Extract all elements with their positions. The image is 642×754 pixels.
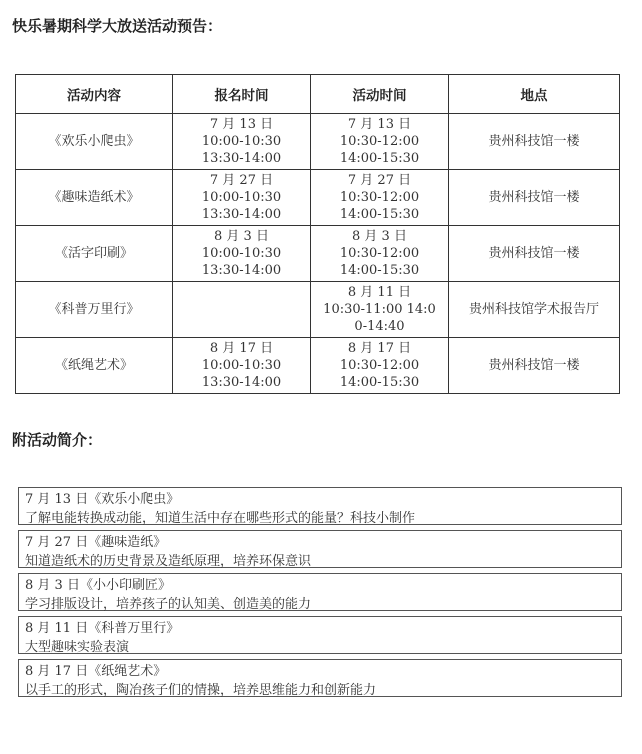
intro-item bbox=[18, 487, 622, 525]
signup-date: 8 月 3 日 bbox=[214, 229, 269, 244]
intro-item-title: 8 月 17 日《纸绳艺术》 bbox=[25, 664, 167, 679]
table-row bbox=[16, 114, 620, 170]
signup-time-cell bbox=[173, 338, 311, 394]
signup-time-cell bbox=[173, 170, 311, 226]
signup-slot-1: 10:00-10:30 bbox=[201, 246, 282, 261]
header-activity-content: 活动内容 bbox=[16, 75, 173, 114]
activity-date: 7 月 13 日 bbox=[347, 117, 412, 132]
activity-slot-1: 10:30-12:00 bbox=[339, 190, 420, 205]
activity-slot-2: 14:00-15:30 bbox=[339, 263, 420, 278]
activity-slot-1: 10:30-12:00 bbox=[339, 134, 420, 149]
activity-name: 《趣味造纸术》 bbox=[16, 170, 173, 226]
activity-slot-2: 14:00-15:30 bbox=[339, 207, 420, 222]
page-title: 快乐暑期科学大放送活动预告： bbox=[12, 17, 223, 35]
intro-item bbox=[18, 530, 622, 568]
intro-item-title: 7 月 13 日《欢乐小爬虫》 bbox=[25, 492, 180, 507]
activity-slot-2: 0-14:40 bbox=[354, 319, 405, 334]
location-cell: 贵州科技馆一楼 bbox=[449, 114, 620, 170]
location-cell: 贵州科技馆一楼 bbox=[449, 226, 620, 282]
table-row bbox=[16, 170, 620, 226]
intro-item-title: 8 月 3 日《小小印刷匠》 bbox=[25, 578, 171, 593]
activity-slot-1: 10:30-12:00 bbox=[339, 358, 420, 373]
signup-slot-2: 13:30-14:00 bbox=[201, 207, 282, 222]
activity-date: 8 月 17 日 bbox=[347, 341, 412, 356]
intro-item-desc: 大型趣味实验表演 bbox=[25, 640, 130, 655]
signup-time-cell bbox=[173, 226, 311, 282]
location-cell: 贵州科技馆一楼 bbox=[449, 338, 620, 394]
activity-slot-1: 10:30-11:00 14:0 bbox=[323, 302, 436, 317]
intro-item bbox=[18, 616, 622, 654]
activity-time-cell bbox=[311, 226, 449, 282]
activity-name: 《欢乐小爬虫》 bbox=[16, 114, 173, 170]
signup-time-cell bbox=[173, 282, 311, 338]
intro-list bbox=[18, 487, 622, 702]
activity-time-cell bbox=[311, 114, 449, 170]
activity-date: 8 月 3 日 bbox=[352, 229, 407, 244]
activity-time-cell bbox=[311, 170, 449, 226]
signup-date: 7 月 27 日 bbox=[209, 173, 274, 188]
signup-date: 8 月 17 日 bbox=[209, 341, 274, 356]
intro-item-desc: 以手工的形式，陶冶孩子们的情操，培养思维能力和创新能力 bbox=[25, 683, 377, 698]
header-activity-time: 活动时间 bbox=[311, 75, 449, 114]
schedule-table bbox=[15, 74, 620, 394]
intro-item-title: 8 月 11 日《科普万里行》 bbox=[25, 621, 180, 636]
table-row bbox=[16, 338, 620, 394]
location-cell: 贵州科技馆学术报告厅 bbox=[449, 282, 620, 338]
activity-name: 《活字印刷》 bbox=[16, 226, 173, 282]
intro-item-desc: 了解电能转换成动能，知道生活中存在哪些形式的能量？科技小制作 bbox=[25, 511, 416, 526]
signup-slot-1: 10:00-10:30 bbox=[201, 358, 282, 373]
signup-time-cell bbox=[173, 114, 311, 170]
activity-date: 7 月 27 日 bbox=[347, 173, 412, 188]
activity-name: 《纸绳艺术》 bbox=[16, 338, 173, 394]
signup-slot-1: 10:00-10:30 bbox=[201, 134, 282, 149]
intro-item-desc: 知道造纸术的历史背景及造纸原理，培养环保意识 bbox=[25, 554, 312, 569]
activity-slot-2: 14:00-15:30 bbox=[339, 375, 420, 390]
signup-date: 7 月 13 日 bbox=[209, 117, 274, 132]
signup-slot-2: 13:30-14:00 bbox=[201, 151, 282, 166]
table-header-row bbox=[16, 75, 620, 114]
intro-section-title: 附活动简介： bbox=[12, 431, 103, 449]
header-location: 地点 bbox=[449, 75, 620, 114]
activity-time-cell bbox=[311, 282, 449, 338]
table-row bbox=[16, 226, 620, 282]
activity-date: 8 月 11 日 bbox=[347, 285, 412, 300]
activity-time-cell bbox=[311, 338, 449, 394]
location-cell: 贵州科技馆一楼 bbox=[449, 170, 620, 226]
activity-slot-2: 14:00-15:30 bbox=[339, 151, 420, 166]
intro-item bbox=[18, 573, 622, 611]
signup-slot-2: 13:30-14:00 bbox=[201, 263, 282, 278]
header-signup-time: 报名时间 bbox=[173, 75, 311, 114]
signup-slot-2: 13:30-14:00 bbox=[201, 375, 282, 390]
signup-slot-1: 10:00-10:30 bbox=[201, 190, 282, 205]
table-row bbox=[16, 282, 620, 338]
intro-item-title: 7 月 27 日《趣味造纸》 bbox=[25, 535, 167, 550]
intro-item bbox=[18, 659, 622, 697]
intro-item-desc: 学习排版设计，培养孩子的认知美、创造美的能力 bbox=[25, 597, 312, 612]
activity-name: 《科普万里行》 bbox=[16, 282, 173, 338]
activity-slot-1: 10:30-12:00 bbox=[339, 246, 420, 261]
